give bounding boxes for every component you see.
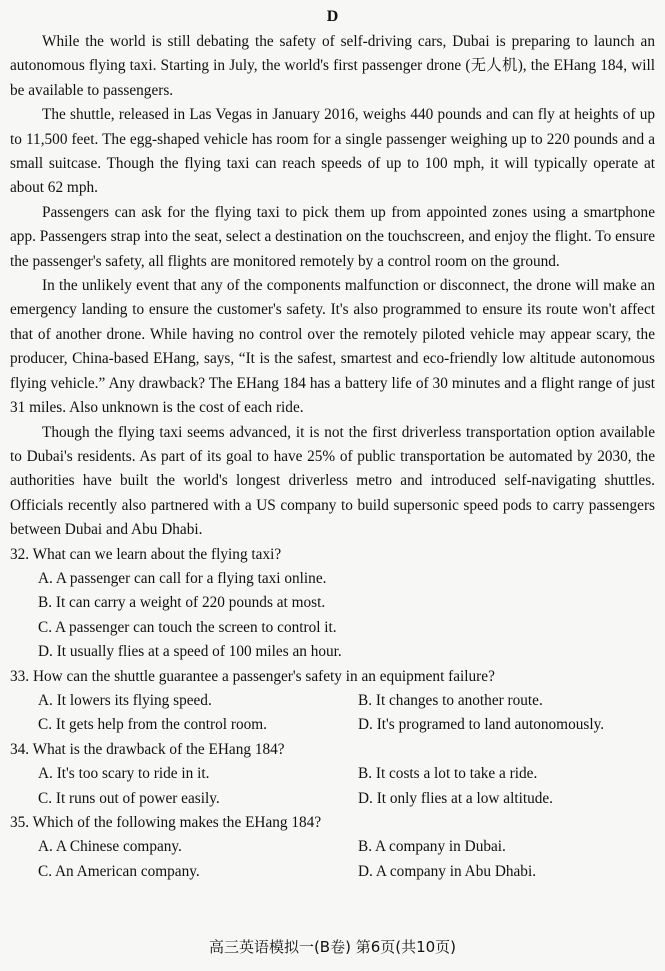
question-35 xyxy=(10,811,655,884)
question-stem: 32. What can we learn about the flying taxi? xyxy=(10,545,282,563)
option-a: A. A Chinese company. xyxy=(38,838,182,856)
page-footer: 高三英语模拟一(B卷) 第6页(共10页) xyxy=(208,938,457,956)
option-b: B. It changes to another route. xyxy=(358,691,543,709)
option-d: D. A company in Abu Dhabi. xyxy=(358,862,537,880)
question-34 xyxy=(10,738,655,811)
passage-paragraph-5: Though the flying taxi seems advanced, it is not the first driverless transportation option available to Dubai's residents. As part of its goal to have 25% of public transportation be automated by 2030, the authorities have built the world's longest driverless metro and introduced self-navigating shuttles. Officials recently also partnered with a US company to build supersonic speed pods to carry passengers between Dubai and Abu Dhabi. xyxy=(10,423,655,539)
question-32 xyxy=(10,543,655,665)
option-a: A. It's too scary to ride in it. xyxy=(38,765,210,783)
option-c: C. It gets help from the control room. xyxy=(38,716,267,734)
options-grid xyxy=(10,689,655,738)
option-c: C. A passenger can touch the screen to control it. xyxy=(38,618,337,636)
question-33 xyxy=(10,665,655,738)
options-grid xyxy=(10,762,655,811)
passage-paragraph-2: The shuttle, released in Las Vegas in January 2016, weighs 440 pounds and can fly at heights of up to 11,500 feet. The egg-shaped vehicle has room for a single passenger weighing up to 220 pounds and a small suitcase. Though the flying taxi can reach speeds of up to 100 mph, it will typically operate at about 62 mph. xyxy=(10,106,655,197)
passage-paragraph-4: In the unlikely event that any of the components malfunction or disconnect, the drone will make an emergency landing to ensure the customer's safety. It's also programmed to ensure its route won't affect that of another drone. While having no control over the remotely piloted vehicle may appear scary, the producer, China-based EHang, says, “It is the safest, smartest and eco-friendly low altitude autonomous flying vehicle.” Any drawback? The EHang 184 has a battery life of 30 minutes and a flight range of just 31 miles. Also unknown is the cost of each ride. xyxy=(10,277,655,417)
option-b: B. It can carry a weight of 220 pounds at most. xyxy=(38,594,326,612)
question-stem: 34. What is the drawback of the EHang 184? xyxy=(10,740,285,758)
option-c: C. It runs out of power easily. xyxy=(38,789,220,807)
option-b: B. It costs a lot to take a ride. xyxy=(358,765,538,783)
options-grid xyxy=(10,835,655,884)
question-stem: 33. How can the shuttle guarantee a passenger's safety in an equipment failure? xyxy=(10,667,495,685)
option-c: C. An American company. xyxy=(38,862,200,880)
passage-paragraph-1: While the world is still debating the safety of self-driving cars, Dubai is preparing to launch an autonomous flying taxi. Starting in July, the world's first passenger drone (无人机), the EHang 184, will be available to passengers. xyxy=(10,33,655,99)
option-d: D. It usually flies at a speed of 100 miles an hour. xyxy=(38,643,342,661)
option-d: D. It only flies at a low altitude. xyxy=(358,789,553,807)
section-title: D xyxy=(326,8,339,25)
option-b: B. A company in Dubai. xyxy=(358,838,506,856)
option-d: D. It's programed to land autonomously. xyxy=(358,716,605,734)
option-a: A. It lowers its flying speed. xyxy=(38,691,212,709)
question-stem: 35. Which of the following makes the EHang 184? xyxy=(10,814,322,831)
passage-paragraph-3: Passengers can ask for the flying taxi to pick them up from appointed zones using a smartphone app. Passengers strap into the seat, select a destination on the touchscreen, and enjoy the flight. To ensure the passenger's safety, all flights are monitored remotely by a control room on the ground. xyxy=(10,203,655,270)
option-a: A. A passenger can call for a flying taxi online. xyxy=(38,569,327,587)
